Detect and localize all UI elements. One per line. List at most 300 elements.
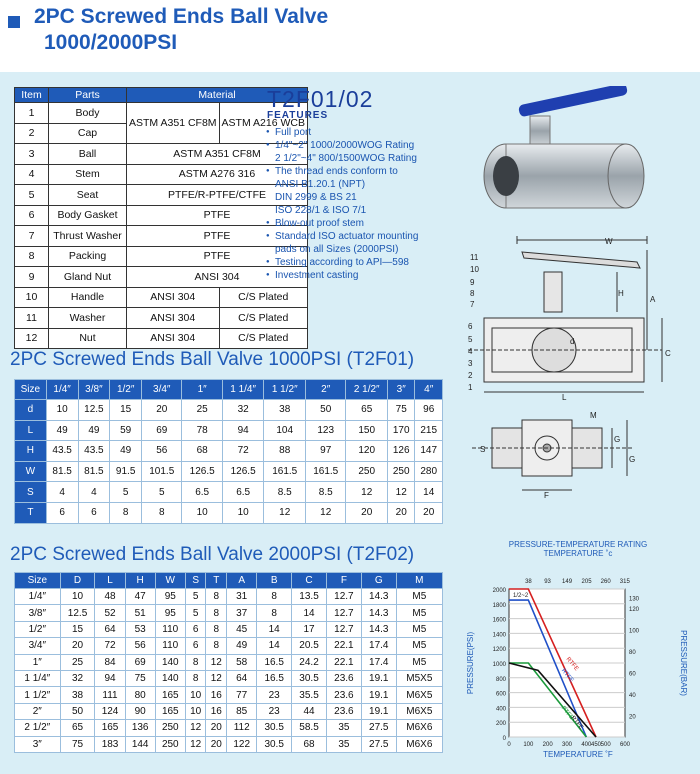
table-cell: 23.6 bbox=[326, 670, 361, 686]
table-cell: 12 bbox=[206, 654, 227, 670]
dim-label-c: C bbox=[665, 349, 671, 358]
table-cell: 112 bbox=[227, 720, 257, 736]
bar-tick-label: 20 bbox=[629, 714, 636, 721]
parts-header-material: Material bbox=[127, 88, 308, 103]
bar-tick-label: 120 bbox=[629, 607, 640, 614]
table-cell: 10 bbox=[182, 502, 222, 523]
table-cell: 68 bbox=[292, 736, 327, 752]
table-cell: 84 bbox=[95, 654, 125, 670]
table-cell: 8 bbox=[185, 654, 206, 670]
valve-top-drawing bbox=[472, 410, 642, 500]
table-cell: 126 bbox=[388, 441, 415, 462]
table-cell: 94 bbox=[95, 670, 125, 686]
page-title bbox=[34, 4, 328, 56]
table-header-cell: G bbox=[361, 573, 396, 589]
table-cell: W bbox=[15, 461, 47, 482]
table-cell: 31 bbox=[227, 589, 257, 605]
table-header-cell: 1 1/2″ bbox=[264, 380, 306, 400]
table-cell: 85 bbox=[227, 703, 257, 719]
table-cell: 20 bbox=[142, 400, 182, 421]
table-cell: 280 bbox=[415, 461, 443, 482]
table-cell: 25 bbox=[182, 400, 222, 421]
list-item: ● Standard ISO actuator mounting bbox=[266, 230, 418, 243]
table-cell: 12.7 bbox=[326, 621, 361, 637]
table-cell: M5 bbox=[396, 654, 442, 670]
table-cell: M5X5 bbox=[396, 670, 442, 686]
table-cell: 48 bbox=[95, 589, 125, 605]
table-cell: 12 bbox=[264, 502, 306, 523]
table-row bbox=[15, 461, 443, 482]
x-tick-label: 100 bbox=[523, 742, 534, 748]
table-cell: 14 bbox=[292, 605, 327, 621]
table-cell: 91.5 bbox=[110, 461, 142, 482]
table-row: 9 Gland Nut ANSI 304 bbox=[15, 267, 308, 288]
table-cell: M5 bbox=[396, 589, 442, 605]
table-cell: 8 bbox=[142, 502, 182, 523]
table-row: 11 Washer ANSI 304 C/S Plated bbox=[15, 308, 308, 329]
table-cell: 250 bbox=[155, 736, 185, 752]
table-cell: 17 bbox=[292, 621, 327, 637]
table-header-cell: 3″ bbox=[388, 380, 415, 400]
table-cell: 110 bbox=[155, 621, 185, 637]
part-callout: 10 bbox=[470, 265, 479, 274]
table-cell: 6 bbox=[185, 621, 206, 637]
table-cell: M6X5 bbox=[396, 687, 442, 703]
table-cell: 170 bbox=[388, 420, 415, 441]
table-header-cell: Size bbox=[15, 573, 61, 589]
table-cell: 165 bbox=[155, 703, 185, 719]
list-item: ● Blow-out proof stem bbox=[266, 217, 418, 230]
table-cell: 30.5 bbox=[292, 670, 327, 686]
title-line2: 1000/2000PSI bbox=[44, 31, 178, 54]
table-cell: 1/4″ bbox=[15, 589, 61, 605]
table-cell: 16 bbox=[206, 703, 227, 719]
table-header-cell: 4″ bbox=[415, 380, 443, 400]
table-cell: 45 bbox=[227, 621, 257, 637]
table-cell: 126.5 bbox=[222, 461, 264, 482]
table-cell: 101.5 bbox=[142, 461, 182, 482]
features-list bbox=[266, 126, 418, 282]
table-header-cell: 1 1/4″ bbox=[222, 380, 264, 400]
table-cell: 44 bbox=[292, 703, 327, 719]
table-cell: 16.5 bbox=[257, 654, 292, 670]
table-cell: 20 bbox=[206, 736, 227, 752]
table-cell: 2″ bbox=[15, 703, 61, 719]
part-callout: 1 bbox=[468, 383, 473, 392]
table-row: 6 Body Gasket PTFE bbox=[15, 205, 308, 226]
x-axis-label: TEMPERATURE ˚F bbox=[543, 750, 613, 759]
table-row bbox=[15, 482, 443, 503]
t2f02-table bbox=[14, 572, 443, 753]
table-header-cell: H bbox=[125, 573, 155, 589]
table-cell: 23.6 bbox=[326, 703, 361, 719]
table-cell: 35 bbox=[326, 720, 361, 736]
table-header-cell: A bbox=[227, 573, 257, 589]
list-item: DIN 2999 & BS 21 bbox=[275, 192, 357, 203]
table-cell: 95 bbox=[155, 605, 185, 621]
table-cell: 126.5 bbox=[182, 461, 222, 482]
table-cell: 20 bbox=[60, 638, 95, 654]
table-cell: 6 bbox=[185, 638, 206, 654]
table-cell: 15 bbox=[110, 400, 142, 421]
table-row bbox=[15, 621, 443, 637]
x-tick-label: 400 bbox=[581, 742, 592, 748]
table-cell: 3″ bbox=[15, 736, 61, 752]
top-tick-label: 315 bbox=[619, 579, 630, 585]
table-row: 3 Ball ASTM A351 CF8M bbox=[15, 144, 308, 165]
bar-tick-label: 80 bbox=[629, 650, 636, 657]
valve-stem bbox=[530, 116, 550, 146]
table-cell: 72 bbox=[95, 638, 125, 654]
table-cell: 72 bbox=[222, 441, 264, 462]
y-tick-label: 200 bbox=[495, 721, 506, 728]
top-tick-label: 149 bbox=[562, 579, 573, 585]
table-cell: 12.5 bbox=[78, 400, 110, 421]
table-cell: 58.5 bbox=[292, 720, 327, 736]
table-row bbox=[15, 687, 443, 703]
table-cell: 8 bbox=[206, 605, 227, 621]
table-header-cell: W bbox=[155, 573, 185, 589]
part-callout: 4 bbox=[468, 347, 473, 356]
table-cell: 47 bbox=[125, 589, 155, 605]
table-cell: 5 bbox=[142, 482, 182, 503]
y-tick-label: 2000 bbox=[492, 588, 506, 594]
table-cell: 1/2″ bbox=[15, 621, 61, 637]
table-cell: 250 bbox=[155, 720, 185, 736]
table-cell: 122 bbox=[227, 736, 257, 752]
dim-label-f: F bbox=[544, 491, 549, 500]
table-cell: 51 bbox=[125, 605, 155, 621]
top-tick-label: 260 bbox=[600, 579, 611, 585]
bar-tick-label: 60 bbox=[629, 671, 636, 678]
table-cell: 20 bbox=[346, 502, 388, 523]
chart-title: PRESSURE-TEMPERATURE RATING bbox=[508, 540, 648, 549]
list-item: pads on all Sizes (2000PSI) bbox=[275, 244, 399, 255]
table-cell: 136 bbox=[125, 720, 155, 736]
table-cell: 23.6 bbox=[326, 687, 361, 703]
table-row bbox=[15, 605, 443, 621]
table-cell: 50 bbox=[306, 400, 346, 421]
dim-label-h: H bbox=[618, 289, 624, 298]
dim-label-a: A bbox=[650, 295, 656, 304]
series-label: PTFE bbox=[559, 705, 575, 722]
table-cell: 23 bbox=[257, 687, 292, 703]
table-cell: 75 bbox=[60, 736, 95, 752]
title-line1: 2PC Screwed Ends Ball Valve bbox=[34, 5, 329, 28]
part-callout: 7 bbox=[470, 300, 475, 309]
model-number: T2F01/02 bbox=[267, 86, 374, 112]
bar-tick-label: 130 bbox=[629, 596, 640, 603]
table-row: 7 Thrust Washer PTFE bbox=[15, 226, 308, 247]
dim-label-s: S bbox=[480, 445, 486, 454]
y-tick-label: 1800 bbox=[492, 602, 506, 609]
table-header-cell: S bbox=[185, 573, 206, 589]
x-tick-label: 300 bbox=[561, 742, 573, 748]
part-callout: 9 bbox=[470, 278, 475, 287]
table-cell: 97 bbox=[306, 441, 346, 462]
table-cell: 81.5 bbox=[78, 461, 110, 482]
table-cell: 104 bbox=[264, 420, 306, 441]
list-item: ● Testing according to API—598 bbox=[266, 256, 418, 269]
table-header-cell: 2″ bbox=[306, 380, 346, 400]
table-cell: 144 bbox=[125, 736, 155, 752]
top-tick-label: 93 bbox=[544, 579, 551, 585]
bar-tick-label: 100 bbox=[629, 628, 640, 635]
table-cell: 124 bbox=[95, 703, 125, 719]
table-cell: M5 bbox=[396, 638, 442, 654]
table-cell: 12 bbox=[306, 502, 346, 523]
series-label: RTFE bbox=[564, 656, 580, 673]
table-cell: 56 bbox=[142, 441, 182, 462]
table-cell: 58 bbox=[227, 654, 257, 670]
table-cell: 59 bbox=[110, 420, 142, 441]
table-cell: S bbox=[15, 482, 47, 503]
table-cell: 43.5 bbox=[78, 441, 110, 462]
top-tick-label: 205 bbox=[581, 579, 592, 585]
table-row: 1 Body ASTM A351 CF8M ASTM A216 WCB bbox=[15, 103, 308, 124]
dim-label-d: d bbox=[570, 337, 575, 346]
y2-axis-label: PRESSURE(BAR) bbox=[679, 630, 688, 696]
table-cell: 35 bbox=[326, 736, 361, 752]
table-cell: 8 bbox=[185, 670, 206, 686]
table-cell: 49 bbox=[46, 420, 78, 441]
table-cell: 14.3 bbox=[361, 589, 396, 605]
table-cell: 22.1 bbox=[326, 654, 361, 670]
t2f02-title: 2PC Screwed Ends Ball Valve 2000PSI (T2F02) bbox=[10, 544, 415, 565]
table-cell: 14.3 bbox=[361, 605, 396, 621]
part-callout: 11 bbox=[470, 253, 479, 262]
table-cell: 14.3 bbox=[361, 621, 396, 637]
table-cell: 19.1 bbox=[361, 687, 396, 703]
table-cell: L bbox=[15, 420, 47, 441]
table-cell: 165 bbox=[155, 687, 185, 703]
table-cell: 24.2 bbox=[292, 654, 327, 670]
table-cell: 8 bbox=[206, 589, 227, 605]
chart-svg bbox=[463, 537, 693, 763]
table-cell: 15 bbox=[60, 621, 95, 637]
table-cell: 6.5 bbox=[182, 482, 222, 503]
header-bullet bbox=[8, 16, 20, 28]
t2f01-title: 2PC Screwed Ends Ball Valve 1000PSI (T2F01) bbox=[10, 349, 415, 370]
table-cell: 110 bbox=[155, 638, 185, 654]
valve-photo bbox=[468, 86, 693, 216]
table-cell: 8 bbox=[206, 621, 227, 637]
port-opening bbox=[493, 156, 519, 196]
part-callout: 2 bbox=[468, 371, 473, 380]
table-cell: 19.1 bbox=[361, 703, 396, 719]
table-cell: 10 bbox=[185, 687, 206, 703]
table-cell: 183 bbox=[95, 736, 125, 752]
table-cell: 16 bbox=[206, 687, 227, 703]
table-cell: 49 bbox=[110, 441, 142, 462]
table-cell: 16.5 bbox=[257, 670, 292, 686]
parts-table bbox=[14, 87, 308, 349]
series-label: RTFE bbox=[569, 715, 585, 731]
table-cell: 64 bbox=[227, 670, 257, 686]
table-cell: 17.4 bbox=[361, 638, 396, 654]
table-row bbox=[15, 654, 443, 670]
y-tick-label: 0 bbox=[502, 736, 506, 742]
table-cell: 50 bbox=[60, 703, 95, 719]
table-cell: 64 bbox=[95, 621, 125, 637]
table-row: 10 Handle ANSI 304 C/S Plated bbox=[15, 287, 308, 308]
table-cell: 150 bbox=[346, 420, 388, 441]
table-header-cell: M bbox=[396, 573, 442, 589]
table-cell: 77 bbox=[227, 687, 257, 703]
table-cell: M6X6 bbox=[396, 720, 442, 736]
table-cell: 43.5 bbox=[46, 441, 78, 462]
table-row bbox=[15, 441, 443, 462]
x-tick-label: 200 bbox=[542, 742, 553, 748]
table-cell: 147 bbox=[415, 441, 443, 462]
table-row: 5 Seat PTFE/R-PTFE/CTFE bbox=[15, 185, 308, 206]
table-header-cell: L bbox=[95, 573, 125, 589]
series-label: RTFE bbox=[559, 667, 575, 684]
table-cell: 8 bbox=[257, 589, 292, 605]
table-cell: 6.5 bbox=[222, 482, 264, 503]
table-row bbox=[15, 589, 443, 605]
table-cell: 80 bbox=[125, 687, 155, 703]
table-row bbox=[15, 736, 443, 752]
dim-label-l: L bbox=[562, 393, 567, 402]
table-header-cell: Size bbox=[15, 380, 47, 400]
y-axis-label: PRESSURE(PSI) bbox=[466, 631, 475, 695]
handle-grip bbox=[518, 86, 628, 117]
table-cell: 10 bbox=[222, 502, 264, 523]
table-cell: 8 bbox=[110, 502, 142, 523]
list-item: ● Full port bbox=[266, 126, 418, 139]
table-cell: 5 bbox=[110, 482, 142, 503]
table-header-cell: D bbox=[60, 573, 95, 589]
table-row bbox=[15, 638, 443, 654]
table-cell: 250 bbox=[346, 461, 388, 482]
x-tick-label: 500 bbox=[600, 742, 611, 748]
corner-label: 1/2~2 bbox=[513, 593, 529, 599]
table-header-cell: 3/4″ bbox=[142, 380, 182, 400]
table-cell: 96 bbox=[415, 400, 443, 421]
valve-end-right bbox=[608, 144, 644, 208]
dim-label-w: W bbox=[605, 237, 613, 246]
table-cell: 32 bbox=[222, 400, 264, 421]
x-tick-label: 450 bbox=[590, 742, 602, 748]
table-cell: 165 bbox=[95, 720, 125, 736]
t2f01-table bbox=[14, 379, 443, 524]
table-cell: 27.5 bbox=[361, 720, 396, 736]
table-header-cell: 1″ bbox=[182, 380, 222, 400]
table-cell: 75 bbox=[388, 400, 415, 421]
table-cell: 68 bbox=[182, 441, 222, 462]
top-tick-label: 38 bbox=[525, 579, 532, 585]
table-cell: M6X5 bbox=[396, 703, 442, 719]
table-cell: 65 bbox=[60, 720, 95, 736]
table-cell: 140 bbox=[155, 670, 185, 686]
table-cell: 20 bbox=[206, 720, 227, 736]
table-cell: 6 bbox=[78, 502, 110, 523]
table-header-cell: 1/2″ bbox=[110, 380, 142, 400]
table-cell: 12 bbox=[388, 482, 415, 503]
table-cell: 53 bbox=[125, 621, 155, 637]
table-cell: 37 bbox=[227, 605, 257, 621]
table-cell: 215 bbox=[415, 420, 443, 441]
y-tick-label: 1000 bbox=[492, 662, 506, 668]
table-cell: 69 bbox=[142, 420, 182, 441]
table-cell: 8.5 bbox=[306, 482, 346, 503]
y-tick-label: 1200 bbox=[492, 647, 506, 654]
table-cell: 75 bbox=[125, 670, 155, 686]
pressure-temperature-chart bbox=[463, 537, 693, 763]
table-cell: 30.5 bbox=[257, 736, 292, 752]
list-item: ANSI B1.20.1 (NPT) bbox=[275, 179, 366, 190]
table-cell: 14 bbox=[257, 621, 292, 637]
table-header-cell: 3/8″ bbox=[78, 380, 110, 400]
valve-side-drawing bbox=[462, 232, 696, 402]
parts-header-parts: Parts bbox=[49, 88, 127, 103]
table-row bbox=[15, 502, 443, 523]
table-cell: 161.5 bbox=[264, 461, 306, 482]
table-cell: 4 bbox=[78, 482, 110, 503]
part-callout: 3 bbox=[468, 359, 473, 368]
table-cell: 123 bbox=[306, 420, 346, 441]
table-cell: 12.7 bbox=[326, 605, 361, 621]
table-cell: 1 1/2″ bbox=[15, 687, 61, 703]
table-cell: 12.5 bbox=[60, 605, 95, 621]
table-cell: 111 bbox=[95, 687, 125, 703]
table-cell: 23 bbox=[257, 703, 292, 719]
table-cell: 20.5 bbox=[292, 638, 327, 654]
y-tick-label: 1600 bbox=[492, 617, 506, 624]
parts-header-item: Item bbox=[15, 88, 49, 103]
dim-label-g2: G bbox=[629, 455, 636, 464]
table-row: 4 Stem ASTM A276 316 bbox=[15, 164, 308, 185]
table-cell: 49 bbox=[78, 420, 110, 441]
table-cell: 78 bbox=[182, 420, 222, 441]
table-cell: 69 bbox=[125, 654, 155, 670]
features-title: FEATURES bbox=[267, 110, 329, 121]
table-cell: 90 bbox=[125, 703, 155, 719]
table-cell: 2 1/2″ bbox=[15, 720, 61, 736]
y-tick-label: 1400 bbox=[492, 632, 506, 639]
table-cell: 49 bbox=[227, 638, 257, 654]
table-cell: 65 bbox=[346, 400, 388, 421]
table-cell: 3/8″ bbox=[15, 605, 61, 621]
table-cell: 14 bbox=[415, 482, 443, 503]
table-cell: H bbox=[15, 441, 47, 462]
table-cell: 88 bbox=[264, 441, 306, 462]
table-cell: 5 bbox=[185, 589, 206, 605]
chart-subtitle: TEMPERATURE ˚c bbox=[543, 549, 613, 558]
table-cell: 30.5 bbox=[257, 720, 292, 736]
x-tick-label: 0 bbox=[507, 742, 511, 748]
table-cell: 38 bbox=[264, 400, 306, 421]
table-cell: 10 bbox=[60, 589, 95, 605]
part-callout: 6 bbox=[468, 322, 473, 331]
table-cell: 6 bbox=[46, 502, 78, 523]
bar-tick-label: 40 bbox=[629, 693, 636, 700]
table-cell: 140 bbox=[155, 654, 185, 670]
table-cell: M5 bbox=[396, 621, 442, 637]
table-cell: 1″ bbox=[15, 654, 61, 670]
part-callout: 5 bbox=[468, 335, 473, 344]
table-cell: 250 bbox=[388, 461, 415, 482]
table-row bbox=[15, 720, 443, 736]
table-header-cell: 1/4″ bbox=[46, 380, 78, 400]
table-cell: 52 bbox=[95, 605, 125, 621]
table-cell: 12 bbox=[185, 720, 206, 736]
table-cell: 8 bbox=[257, 605, 292, 621]
list-item: ● The thread ends conform to bbox=[266, 165, 418, 178]
y-tick-label: 400 bbox=[495, 706, 506, 713]
table-cell: 56 bbox=[125, 638, 155, 654]
